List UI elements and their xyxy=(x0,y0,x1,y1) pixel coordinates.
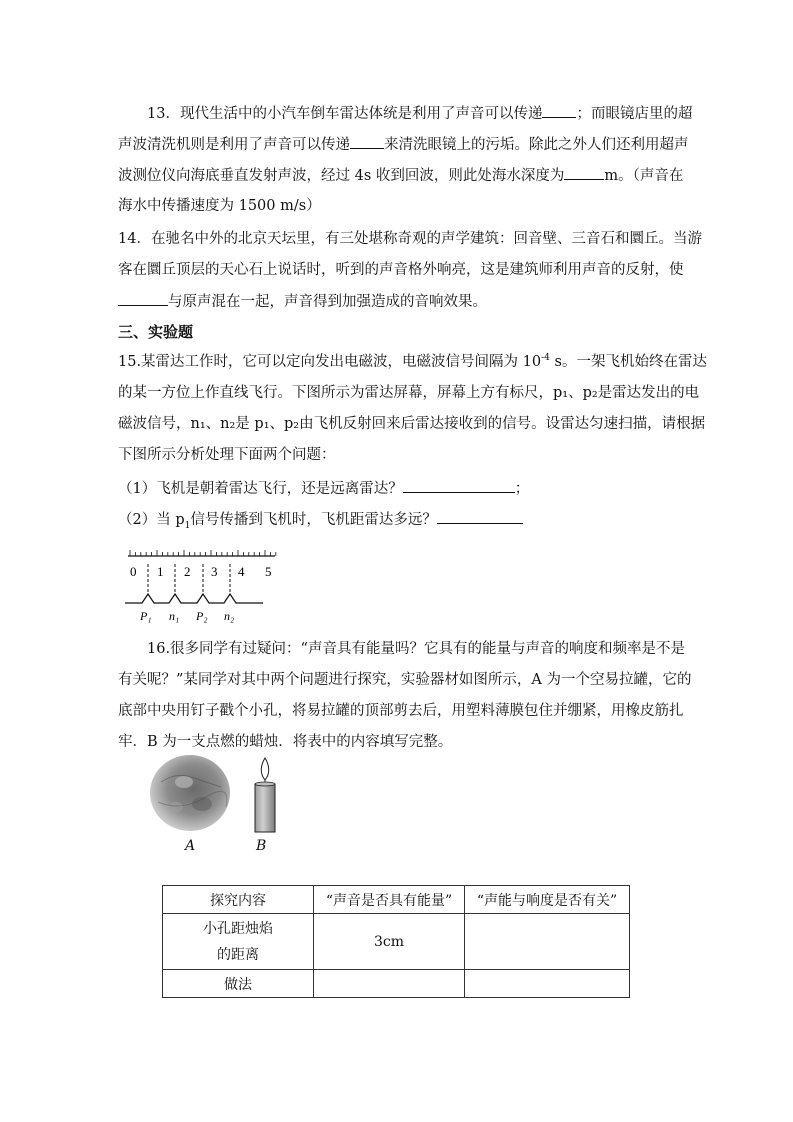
q15-blank-2[interactable] xyxy=(437,509,523,524)
q13-line-4: 海水中传播速度为 1500 m/s） xyxy=(118,198,321,214)
q13-blank-1[interactable] xyxy=(542,103,576,118)
pulse-label-p2: P₂ xyxy=(196,609,208,623)
table-cell-method-energy[interactable] xyxy=(314,970,465,998)
distance-label-line-1: 小孔距烛焰 xyxy=(203,920,273,937)
pulse-label-n1: n₁ xyxy=(169,609,180,623)
radar-scale-figure xyxy=(120,546,280,626)
table-header-loudness: “声能与响度是否有关” xyxy=(465,886,630,914)
scale-ticks xyxy=(130,550,276,556)
table-header-content: 探究内容 xyxy=(163,886,314,914)
q15-blank-1[interactable] xyxy=(403,478,515,493)
table-row xyxy=(163,914,630,970)
q14-line-1: 14．在驰名中外的北京天坛里，有三处堪称奇观的声学建筑：回音壁、三音石和圜丘。当游 xyxy=(118,231,702,247)
q16-line-2: 有关呢？”某同学对其中两个问题进行探究，实验器材如图所示，A 为一个空易拉罐，它的 xyxy=(118,672,692,688)
scale-numbers xyxy=(130,564,272,579)
figure-label-b: B xyxy=(256,838,267,854)
scale-number-3: 3 xyxy=(211,564,218,579)
q13-line-2: 声波清洗机则是利用了声音可以传递 来清洗眼镜上的污垢。除此之外人们还利用超声 xyxy=(118,134,689,155)
q16-line-1: 16.很多同学有过疑问：“声音具有能量吗？它具有的能量与声音的响度和频率是不是 xyxy=(147,641,685,657)
pulse-label-p1: P₁ xyxy=(140,609,152,623)
q14-blank[interactable] xyxy=(118,291,168,306)
q13-blank-2[interactable] xyxy=(350,134,384,149)
q13-line-1: 13．现代生活中的小汽车倒车雷达体统是利用了声音可以传递 ；而眼镜店里的超 xyxy=(147,103,692,124)
q13-blank-3[interactable] xyxy=(564,165,604,180)
table-cell-distance-energy: 3cm xyxy=(314,914,465,970)
table-cell-distance-label xyxy=(163,914,314,970)
pulse-label-n2: n₂ xyxy=(224,609,235,623)
q15-line-4: 下图所示分析处理下面两个问题： xyxy=(118,447,336,463)
q15-line-3: 磁波信号，n₁、n₂是 p₁、p₂由飞机反射回来后雷达接收到的信号。设雷达匀速扫描，请根据 xyxy=(118,416,706,432)
table-cell-method-label: 做法 xyxy=(163,970,314,998)
distance-label-line-2: 的距离 xyxy=(217,946,259,963)
q14-line-3: 与原声混在一起，声音得到加强造成的音响效果。 xyxy=(118,291,487,312)
experiment-table xyxy=(162,885,630,998)
q15-line-1: 15.某雷达工作时，它可以定向发出电磁波，电磁波信号间隔为 $10^{-4}$ s。一架飞机始终在雷达 xyxy=(118,353,707,370)
scale-number-1: 1 xyxy=(157,564,164,579)
q13-line-3: 波测位仪向海底垂直发射声波，经过 4s 收到回波，则此处海水深度为 m。（声音在 xyxy=(118,165,683,186)
table-cell-distance-loudness[interactable] xyxy=(465,914,630,970)
scale-ruler xyxy=(128,550,276,556)
q14-line-2: 客在圜丘顶层的天心石上说话时，听到的声音格外响亮，这是建筑师利用声音的反射，使 xyxy=(118,262,684,278)
candle-figure xyxy=(250,756,280,836)
table-row xyxy=(163,886,630,914)
scale-number-4: 4 xyxy=(238,564,245,579)
table-header-energy: “声音是否具有能量” xyxy=(314,886,465,914)
q16-line-4: 牢．B 为一支点燃的蜡烛．将表中的内容填写完整。 xyxy=(118,734,453,750)
table-cell-method-loudness[interactable] xyxy=(465,970,630,998)
scale-number-0: 0 xyxy=(130,564,137,579)
scale-number-5: 5 xyxy=(265,564,272,579)
q15-sub-1: （1）飞机是朝着雷达飞行，还是远离雷达？ ； xyxy=(118,478,529,499)
q15-line-2: 的某一方位上作直线飞行。下图所示为雷达屏幕，屏幕上方有标尺，p₁、p₂是雷达发出的电 xyxy=(118,385,700,401)
section-title: 三、实验题 xyxy=(118,323,194,341)
q15-sub-2: （2）当 $p_1$信号传播到飞机时，飞机距雷达多远？ xyxy=(118,509,523,530)
can-figure xyxy=(146,752,236,834)
figure-label-a: A xyxy=(185,838,196,854)
scale-number-2: 2 xyxy=(184,564,191,579)
table-row xyxy=(163,970,630,998)
q16-line-3: 底部中央用钉子戳个小孔，将易拉罐的顶部剪去后，用塑料薄膜包住并绷紧，用橡皮筋扎 xyxy=(118,703,684,719)
pulse-waveform xyxy=(125,594,263,603)
